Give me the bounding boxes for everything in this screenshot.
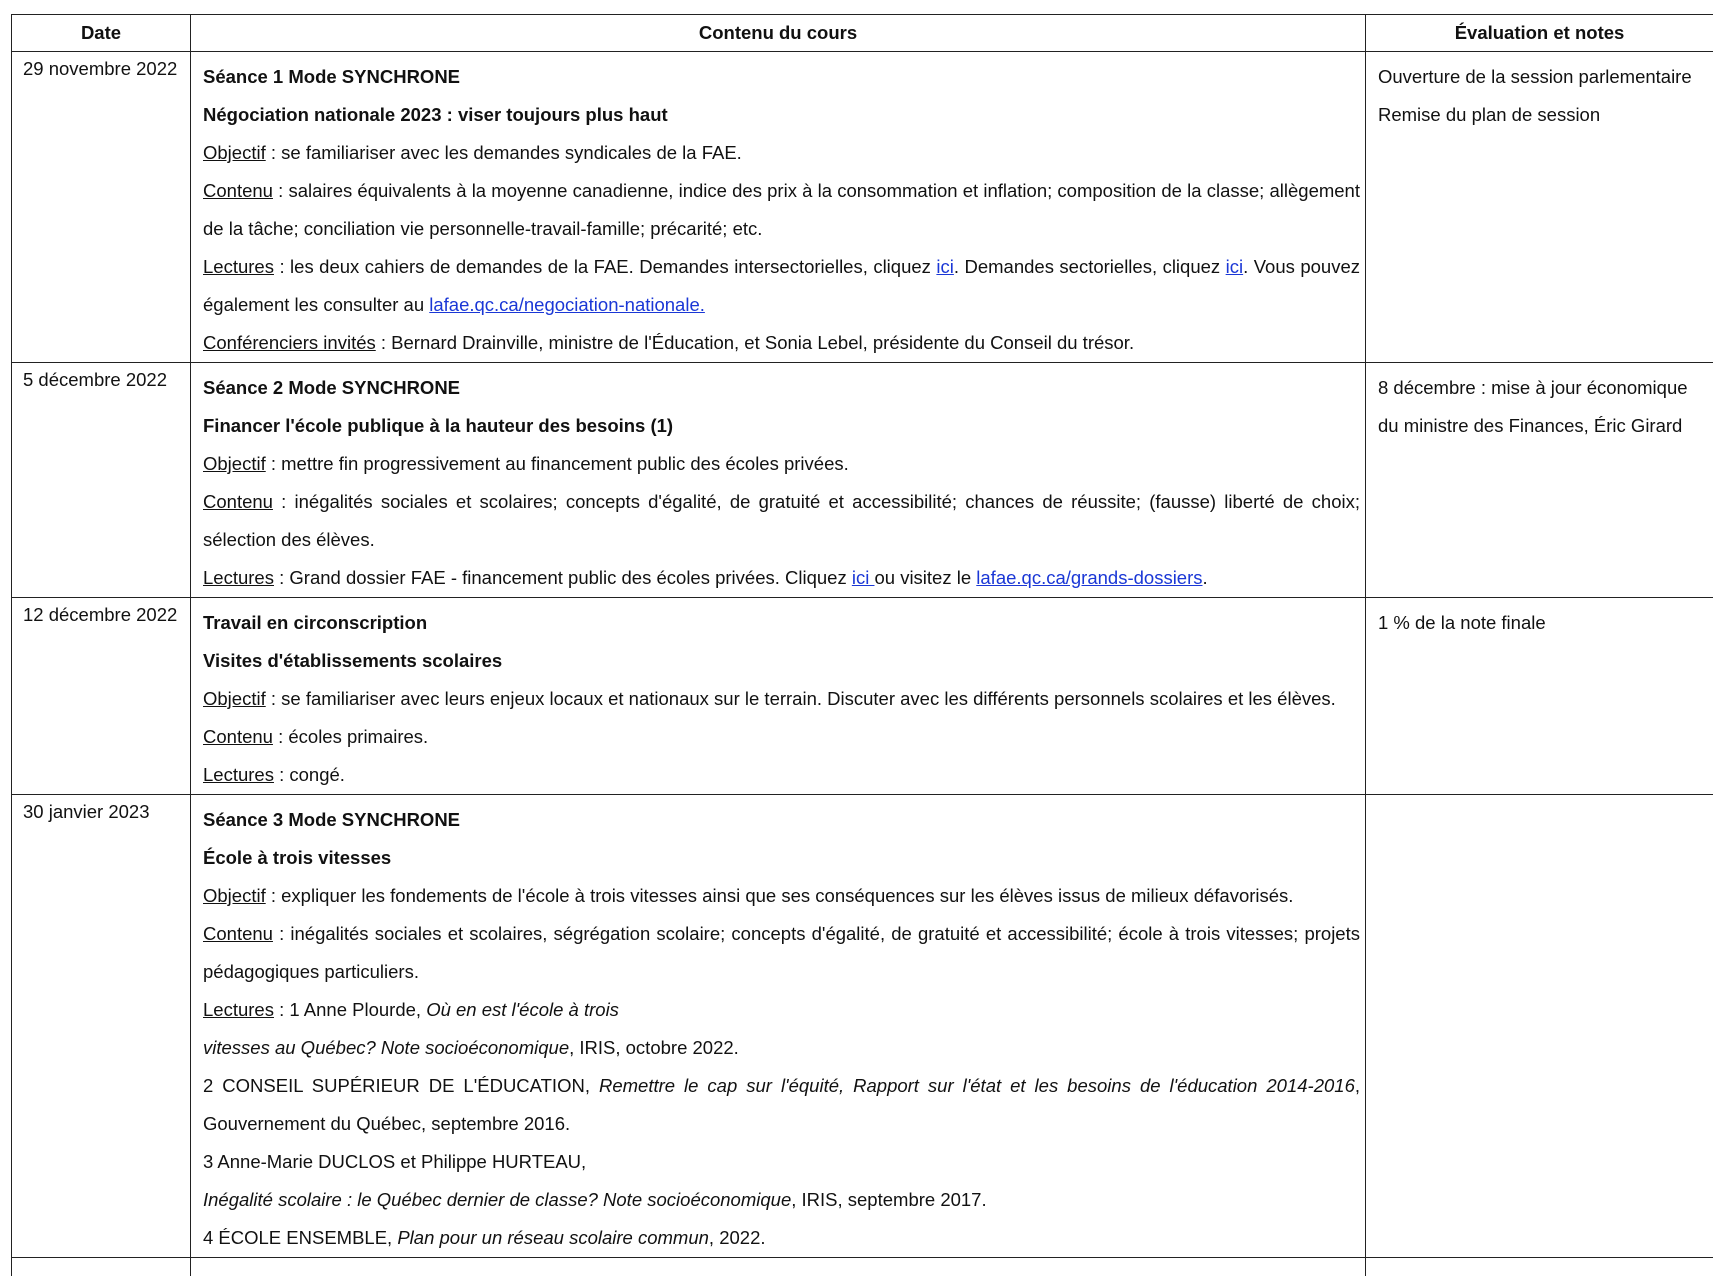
- reference-text: , 2022.: [708, 1227, 766, 1248]
- contenu-label: Contenu: [203, 491, 273, 512]
- objectif-line: [203, 680, 1360, 718]
- objectif-label: Objectif: [203, 453, 266, 474]
- reference-text: , Gouvernement du Québec, septembre 2016.: [203, 1075, 1360, 1134]
- link-negociation-nationale[interactable]: lafae.qc.ca/negociation-nationale.: [429, 294, 705, 315]
- reference-text: : 1 Anne Plourde,: [273, 999, 427, 1020]
- reference-text: , IRIS, octobre 2022.: [569, 1037, 739, 1058]
- reference-line: [203, 1181, 1360, 1219]
- session-subtitle: Financer l'école publique à la hauteur des besoins (1): [203, 415, 674, 436]
- link-grands-dossiers[interactable]: lafae.qc.ca/grands-dossiers: [976, 567, 1203, 588]
- header-eval: Évaluation et notes: [1366, 15, 1714, 52]
- row-content: [191, 1258, 1366, 1276]
- eval-note: 1 % de la note finale: [1378, 612, 1546, 633]
- row-date: [12, 1258, 191, 1276]
- contenu-line: [203, 718, 1360, 756]
- table-row: [12, 52, 1714, 363]
- objectif-label: Objectif: [203, 142, 266, 163]
- contenu-line: [203, 483, 1360, 559]
- session-subtitle: Visites d'établissements scolaires: [203, 650, 503, 671]
- contenu-label: Contenu: [203, 726, 273, 747]
- lectures-text: .: [1202, 567, 1208, 588]
- lectures-label: Lectures: [203, 256, 274, 277]
- link-grand-dossier[interactable]: ici: [851, 567, 875, 588]
- row-date: 5 décembre 2022: [12, 363, 191, 598]
- lectures-line: [203, 756, 1360, 794]
- row-date: 29 novembre 2022: [12, 52, 191, 363]
- link-intersectorielles[interactable]: ici: [936, 256, 954, 277]
- contenu-text: : écoles primaires.: [272, 726, 429, 747]
- reference-line: [203, 1067, 1360, 1143]
- reference-title: Inégalité scolaire : le Québec dernier de classe? Note socioéconomique: [203, 1189, 792, 1210]
- row-date: 30 janvier 2023: [12, 795, 191, 1258]
- lectures-label: Lectures: [203, 999, 274, 1020]
- lectures-label: Lectures: [203, 567, 274, 588]
- contenu-line: [203, 172, 1360, 248]
- lectures-text: . Demandes sectorielles, cliquez: [953, 256, 1226, 277]
- conferenciers-label: Conférenciers invités: [203, 332, 376, 353]
- row-eval: [1366, 598, 1714, 795]
- conferenciers-text: : Bernard Drainville, ministre de l'Éducation, et Sonia Lebel, présidente du Conseil du trésor.: [375, 332, 1135, 353]
- reference-title: Plan pour un réseau scolaire commun: [397, 1227, 709, 1248]
- table-row: [12, 795, 1714, 1258]
- objectif-label: Objectif: [203, 885, 266, 906]
- table-row: [12, 598, 1714, 795]
- session-title: Séance 2 Mode SYNCHRONE: [203, 377, 461, 398]
- row-eval: [1366, 1258, 1714, 1276]
- course-plan-page: [11, 14, 1713, 1276]
- objectif-label: Objectif: [203, 688, 266, 709]
- reference-line: [203, 1219, 1360, 1257]
- contenu-label: Contenu: [203, 923, 273, 944]
- objectif-text: : se familiariser avec leurs enjeux locaux et nationaux sur le terrain. Discuter avec les différents personnels scolaires et les élèves.: [265, 688, 1336, 709]
- table-row: [12, 1258, 1714, 1276]
- reference-line: [203, 1029, 1360, 1067]
- lectures-text: . Vous pouvez également les consulter au: [203, 256, 1360, 315]
- reference-text: 3 Anne-Marie DUCLOS et Philippe HURTEAU,: [203, 1151, 587, 1172]
- contenu-line: [203, 915, 1360, 991]
- objectif-text: : mettre fin progressivement au financement public des écoles privées.: [265, 453, 849, 474]
- header-content: Contenu du cours: [191, 15, 1366, 52]
- session-subtitle: Négociation nationale 2023 : viser toujours plus haut: [203, 104, 668, 125]
- eval-note: 8 décembre : mise à jour économique du ministre des Finances, Éric Girard: [1378, 377, 1688, 436]
- row-date: 12 décembre 2022: [12, 598, 191, 795]
- conferenciers-line: [203, 324, 1360, 362]
- header-date: Date: [12, 15, 191, 52]
- reference-title: Remettre le cap sur l'équité, Rapport sur l'état et les besoins de l'éducation 2014-2016: [598, 1075, 1355, 1096]
- session-title: Séance 1 Mode SYNCHRONE: [203, 66, 461, 87]
- lectures-line: [203, 559, 1360, 597]
- lectures-line: [203, 248, 1360, 324]
- objectif-line: [203, 445, 1360, 483]
- reference-text: , IRIS, septembre 2017.: [791, 1189, 987, 1210]
- lectures-line: [203, 991, 1360, 1029]
- lectures-text: : Grand dossier FAE - financement public des écoles privées. Cliquez: [273, 567, 852, 588]
- objectif-line: [203, 877, 1360, 915]
- session-title: Travail en circonscription: [203, 612, 428, 633]
- row-content: [191, 795, 1366, 1258]
- row-eval: [1366, 52, 1714, 363]
- objectif-text: : expliquer les fondements de l'école à trois vitesses ainsi que ses conséquences sur les élèves issus de milieux défavorisés.: [265, 885, 1294, 906]
- course-schedule-table: [11, 14, 1713, 1276]
- session-subtitle: École à trois vitesses: [203, 847, 392, 868]
- lectures-text: : congé.: [273, 764, 345, 785]
- reference-text: 2 CONSEIL SUPÉRIEUR DE L'ÉDUCATION,: [203, 1075, 599, 1096]
- objectif-line: [203, 134, 1360, 172]
- session-title: Séance 3 Mode SYNCHRONE: [203, 809, 461, 830]
- row-content: [191, 363, 1366, 598]
- reference-title: vitesses au Québec? Note socioéconomique: [203, 1037, 570, 1058]
- contenu-text: : inégalités sociales et scolaires, ségrégation scolaire; concepts d'égalité, de gratuité et accessibilité; école à trois vitesses; projets pédagogiques particuliers.: [203, 923, 1360, 982]
- lectures-label: Lectures: [203, 764, 274, 785]
- contenu-text: : inégalités sociales et scolaires; concepts d'égalité, de gratuité et accessibilité; chances de réussite; (fausse) liberté de choix; sélection des élèves.: [203, 491, 1360, 550]
- lectures-text: : les deux cahiers de demandes de la FAE. Demandes intersectorielles, cliquez: [273, 256, 937, 277]
- lectures-text: ou visitez le: [874, 567, 977, 588]
- reference-text: 4 ÉCOLE ENSEMBLE,: [203, 1227, 398, 1248]
- eval-note: Remise du plan de session: [1378, 104, 1601, 125]
- contenu-text: : salaires équivalents à la moyenne canadienne, indice des prix à la consommation et inflation; composition de la classe; allègement de la tâche; conciliation vie personnelle-travail-famille; précarité; etc.: [203, 180, 1360, 239]
- row-content: [191, 52, 1366, 363]
- objectif-text: : se familiariser avec les demandes syndicales de la FAE.: [265, 142, 742, 163]
- row-eval: [1366, 363, 1714, 598]
- eval-note: Ouverture de la session parlementaire: [1378, 66, 1692, 87]
- table-header-row: [12, 15, 1714, 52]
- contenu-label: Contenu: [203, 180, 273, 201]
- row-eval: [1366, 795, 1714, 1258]
- row-content: [191, 598, 1366, 795]
- reference-title: Où en est l'école à trois: [426, 999, 619, 1020]
- table-row: [12, 363, 1714, 598]
- link-sectorielles[interactable]: ici: [1225, 256, 1244, 277]
- reference-line: [203, 1143, 1360, 1181]
